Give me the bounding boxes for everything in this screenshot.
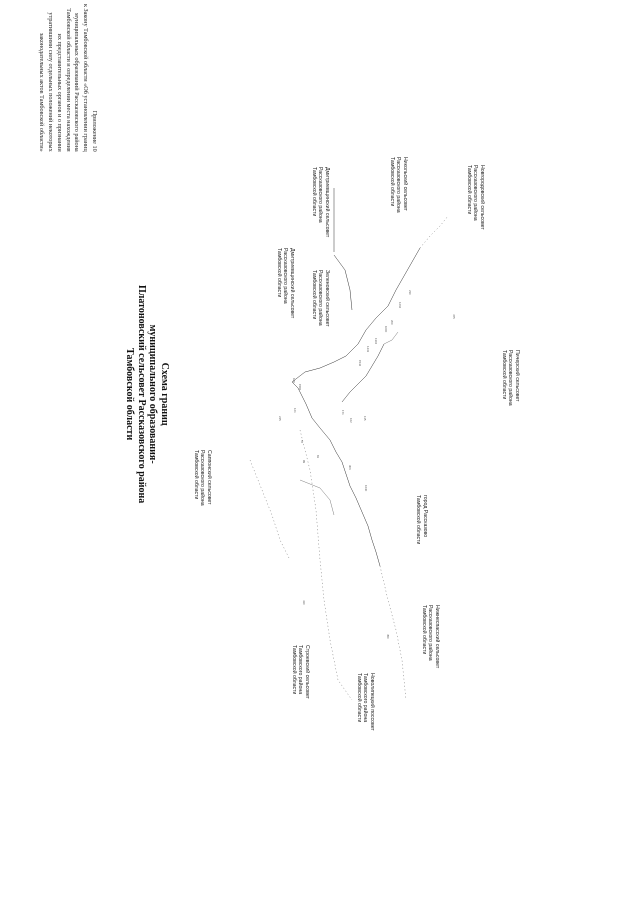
point-label: 1581 [298, 384, 302, 391]
point-label: 410 [302, 600, 306, 605]
point-label: 1302 [374, 338, 378, 345]
point-label: 200 [390, 320, 394, 325]
point-label: 57 [300, 440, 304, 444]
point-label: 1542 [358, 360, 362, 367]
point-label: 162 [349, 418, 353, 423]
title-line-3: Платоновский сельсовет Рассказовского района [136, 285, 147, 504]
point-label: 1262 [398, 302, 402, 309]
divider-line-2 [334, 255, 352, 310]
label-novolipetsky: Новолипецкий поссовет Тамбовского района Тамбовской области [356, 673, 375, 731]
appendix-line-4: Тамбовской области и определении места нахождения [64, 8, 72, 152]
label-saponsky: Саппонский сельсовет Рассказовского района Тамбовской области [193, 450, 212, 506]
label-nikolsky: Никольский сельсовет Рассказовского района Тамбовской области [389, 157, 408, 213]
point-label: 230 [408, 290, 412, 295]
dotted-boundary-east [420, 216, 448, 248]
point-label: 1431 [366, 346, 370, 353]
point-label: 1630 [364, 485, 368, 492]
east-boundary-line [292, 248, 420, 382]
appendix-line-2: к Закону Тамбовской области «Об установлении границ [82, 4, 90, 152]
appendix-line-5: их представительных органов и о признании [55, 33, 63, 152]
label-stroevsky: Строевский сельсовет Тамбовского района Тамбовской области [291, 645, 310, 699]
point-label: 115 [363, 416, 367, 421]
point-label: 450 [386, 634, 390, 639]
appendix-line-7: законодательных актов Тамбовской области» [38, 32, 46, 152]
dotted-boundary-north [250, 460, 290, 560]
label-pichersky: Пичерский сельсовет Рассказовского района Тамбовской области [501, 350, 520, 406]
appendix-line-1: Приложение 10 [91, 110, 98, 152]
branch-line [384, 332, 398, 344]
title-line-4: Тамбовской области [124, 348, 136, 441]
label-dmitrievshchinsky-1: Дмитриевщинский сельсовет Рассказовского района Тамбовской области [311, 167, 330, 238]
dotted-boundary-west [380, 566, 406, 700]
point-label: 121 [293, 408, 297, 413]
label-zelenovsky: Зеленовский сельсовет Рассказовского района Тамбовской области [311, 270, 330, 327]
point-label: 81 [316, 455, 320, 459]
appendix-line-3: муниципальных образований Рассказовского района [73, 13, 81, 152]
point-label: 189 [292, 378, 296, 383]
point-label: 99 [302, 460, 306, 464]
dotted-boundary-south [300, 430, 352, 700]
label-nizhnespassky: Нижнеспасский сельсовет Рассказовского района Тамбовской области [421, 605, 440, 669]
inner-boundary-line [342, 344, 384, 402]
point-label: 1000 [384, 326, 388, 333]
appendix-line-6: утратившими силу отдельных положений некоторых [47, 12, 55, 152]
title-line-2: муниципального образования- [147, 324, 159, 464]
point-label: 171 [341, 410, 345, 415]
title-line-1: Схема границ [159, 362, 170, 426]
point-label: 245 [278, 416, 282, 421]
river-line [300, 480, 334, 515]
label-rasskazovo: город Рассказово Тамбовской области [415, 495, 428, 545]
point-label: 306 [348, 465, 352, 470]
point-label: 475 [452, 314, 456, 319]
label-dmitrievshchinsky-2: Дмитриевщинский сельсовет Рассказовского района Тамбовской области [276, 248, 295, 319]
main-boundary-line [292, 382, 380, 566]
label-novgorodsky: Новгородовский сельсовет Рассказовского района Тамбовской области [466, 165, 485, 230]
